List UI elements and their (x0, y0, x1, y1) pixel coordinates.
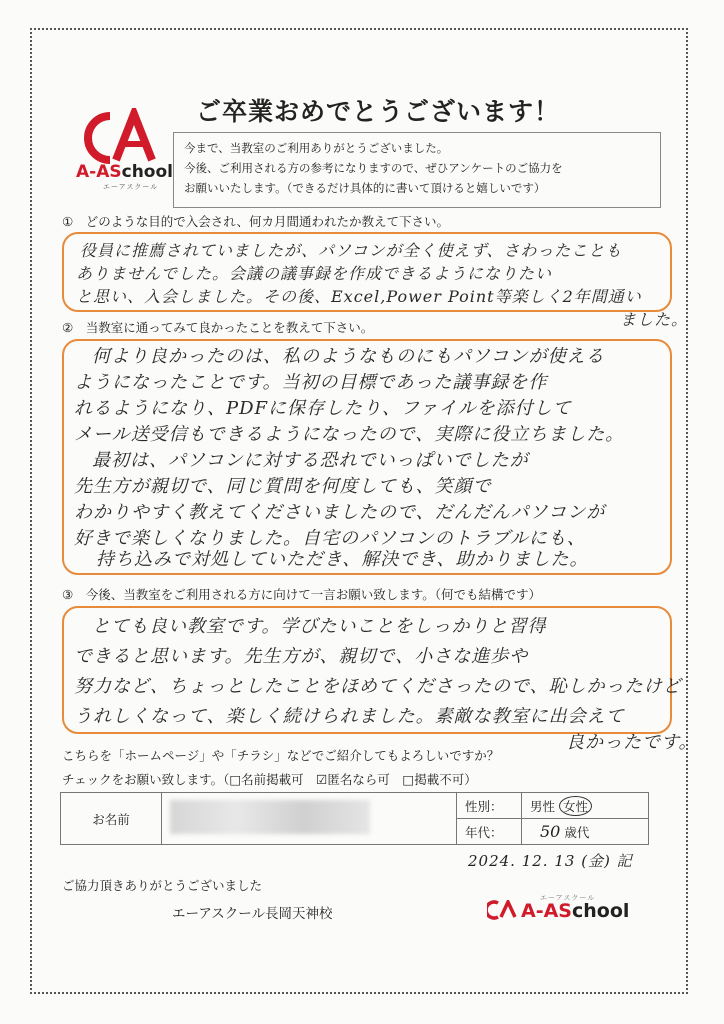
thanks-text: ご協力頂きありがとうございました (62, 878, 263, 893)
name-label-cell: お名前 (61, 793, 162, 845)
question-1: ① どのような目的で入会され、何カ月間通われたか教えて下さい。 (62, 214, 449, 229)
gender-label-cell: 性別： (457, 793, 522, 819)
name-value-cell (162, 793, 457, 845)
answer-2-line: れるようになり、PDFに保存したり、ファイルを添付して (74, 398, 572, 419)
footer-logo: A-ASchool (487, 900, 629, 922)
answer-3-line: 良かったです。 (566, 732, 698, 753)
consent-checkboxes: チェックをお願い致します。（□名前掲載可 ☑匿名なら可 □掲載不可） (62, 772, 477, 787)
answer-1-line: ありませんでした。会議の議事録を作成できるようになりたい (76, 264, 553, 283)
age-unit: 歳代 (564, 825, 590, 840)
answer-2-line: ようになったことです。当初の目標であった議事録を作 (74, 372, 548, 393)
question-2: ② 当教室に通ってみて良かったことを教えて下さい。 (62, 320, 374, 335)
gender-value-cell (522, 793, 649, 819)
answer-2-line: 持ち込みで対処していただき、解決でき、助かりました。 (96, 549, 589, 570)
school-logo-text: A-ASchool (76, 162, 173, 182)
signature-date: 2024. 12. 13 (金) 記 (468, 852, 633, 870)
answer-3-line: とても良い教室です。学びたいことをしっかりと習得 (92, 616, 547, 637)
intro-line: 今まで、当教室のご利用ありがとうございました。 (184, 141, 449, 155)
gender-female-circled: 女性 (559, 796, 592, 816)
school-name: エーアスクール長岡天神校 (172, 906, 333, 922)
footer-logo-mark (487, 900, 521, 920)
answer-2-line: メール送受信もできるようになったので、実際に役立ちました。 (74, 424, 625, 445)
consent-question: こちらを「ホームページ」や「チラシ」などでご紹介してもよろしいですか？ (62, 748, 500, 763)
intro-box (173, 132, 661, 208)
answer-3-line: 努力など、ちょっとしたことをほめてくださったので、恥しかったけど (74, 676, 682, 697)
age-value: 50 (540, 822, 561, 841)
answer-1-line: ました。 (620, 310, 689, 329)
footer-logo-kana: エーアスクール (540, 894, 596, 902)
answer-2-line: 何より良かったのは、私のようなものにもパソコンが使える (92, 346, 605, 367)
answer-2-line: 最初は、パソコンに対する恐れでいっぱいでしたが (92, 450, 529, 471)
answer-1-line: 役員に推薦されていましたが、パソコンが全く使えず、さわったことも (80, 241, 623, 260)
answer-1-line: と思い、入会しました。その後、Excel,Power Point等楽しく2年間通い (76, 287, 642, 306)
page-title: ご卒業おめでとうございます！ (196, 97, 561, 126)
gender-male: 男性 (530, 798, 556, 814)
answer-2-line: わかりやすく教えてくださいましたので、だんだんパソコンが (74, 502, 606, 523)
answer-3-line: うれしくなって、楽しく続けられました。素敵な教室に出会えて (74, 706, 625, 727)
intro-line: お願いいたします。（できるだけ具体的に書いて頂けると嬉しいです） (184, 181, 546, 195)
school-logo-mark (80, 108, 162, 166)
redacted-name (170, 800, 370, 834)
age-label-cell: 年代： (457, 819, 522, 845)
answer-2-line: 好きで楽しくなりました。自宅のパソコンのトラブルにも、 (74, 528, 586, 549)
answer-2-line: 先生方が親切で、同じ質問を何度しても、笑顔で (74, 476, 492, 497)
intro-line: 今後、ご利用される方の参考になりますので、ぜひアンケートのご協力を (184, 161, 563, 175)
answer-3-line: できると思います。先生方が、親切で、小さな進歩や (74, 646, 529, 667)
question-3: ③ 今後、当教室をご利用される方に向けて一言お願い致します。（何でも結構です） (62, 587, 541, 602)
school-logo-kana: エーアスクール (103, 183, 159, 191)
age-value-cell (522, 819, 649, 845)
respondent-table (60, 792, 649, 845)
